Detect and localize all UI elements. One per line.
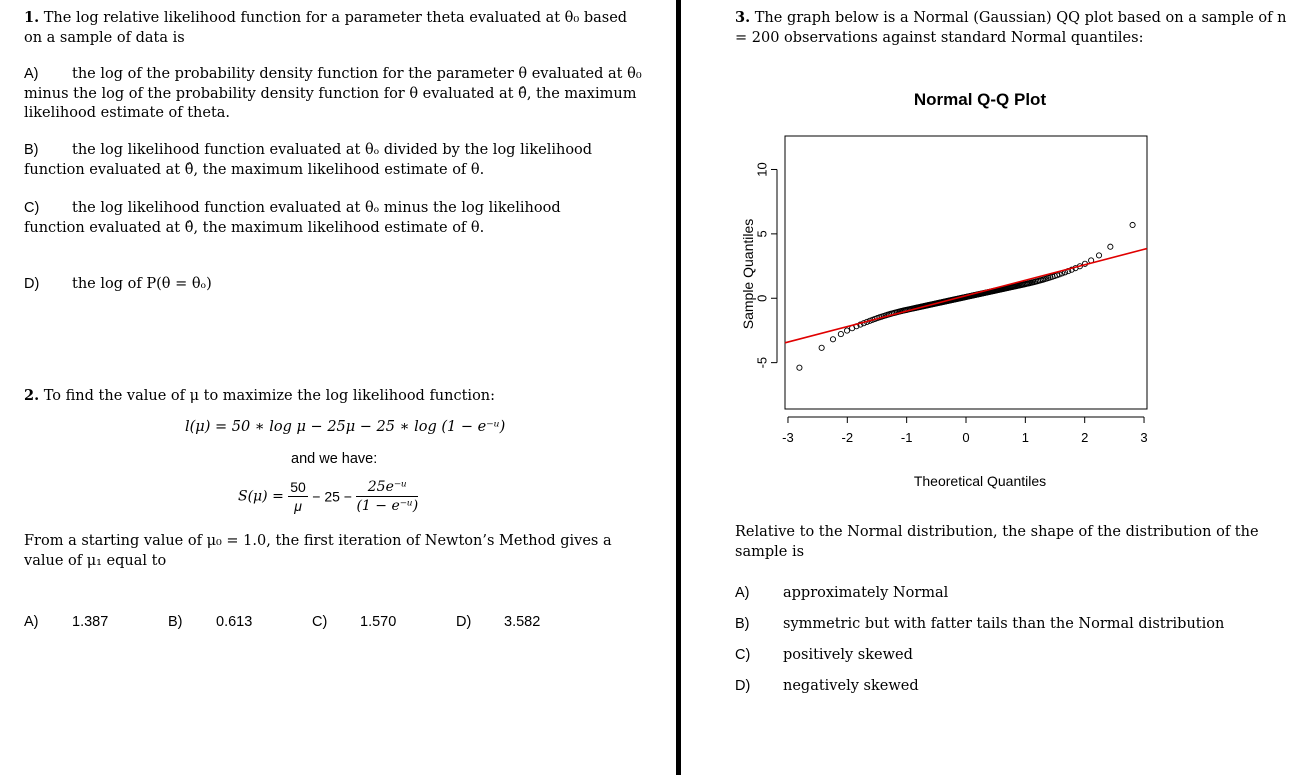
q2-stem <box>24 386 644 407</box>
qq-plot-reference-line <box>785 249 1147 343</box>
q2-loglik-equation: l(μ) = 50 ∗ log μ − 25μ − 25 ∗ log (1 − e⁻ᵘ) <box>185 419 506 435</box>
x-tick-label: 3 <box>1140 430 1148 445</box>
qq-point <box>1108 244 1113 249</box>
qq-point <box>1096 253 1101 258</box>
q3-option-a[interactable] <box>735 584 1285 604</box>
q2-option-d-label[interactable]: D) <box>456 614 472 630</box>
qq-point <box>797 365 802 370</box>
qq-plot <box>735 80 1290 500</box>
x-tick-label: 0 <box>962 430 970 445</box>
qq-point <box>844 328 849 333</box>
q3-relative-text: Relative to the Normal distribution, the shape of the distribution of the sample is <box>735 524 1259 560</box>
q1-stem-text: The log relative likelihood function for a parameter theta evaluated at θ₀ based on a sample of data is <box>24 10 628 46</box>
qq-plot-ylabel: Sample Quantiles <box>740 218 756 330</box>
q3-option-b[interactable] <box>735 615 1285 635</box>
q3-option-d-text: negatively skewed <box>783 678 919 694</box>
q2-option-d-value[interactable]: 3.582 <box>504 614 541 630</box>
q3-option-a-text: approximately Normal <box>783 585 949 601</box>
q2-option-c-value[interactable]: 1.570 <box>360 614 397 630</box>
q3-option-d[interactable] <box>735 677 1285 697</box>
q3-option-b-text: symmetric but with fatter tails than the Normal distribution <box>783 616 1225 632</box>
q1-option-b-label: B) <box>24 142 39 158</box>
q1-option-c-text: the log likelihood function evaluated at θₒ minus the log likelihood function evaluated at θ̂, the maximum likelihood estimate of θ. <box>24 200 561 236</box>
q2-score-equation <box>238 478 418 515</box>
column-divider <box>676 0 681 775</box>
y-tick-label: 5 <box>754 230 770 238</box>
q3-option-c-text: positively skewed <box>783 647 913 663</box>
q2-score-frac-1-den: μ <box>294 498 302 514</box>
q1-option-c[interactable] <box>24 199 624 238</box>
q2-option-b-label[interactable]: B) <box>168 614 183 630</box>
q2-option-a-value[interactable]: 1.387 <box>72 614 109 630</box>
q3-option-b-label: B) <box>735 616 750 632</box>
q1-option-d-text: the log of P(θ = θₒ) <box>72 276 212 292</box>
qq-plot-y-axis <box>754 162 777 368</box>
q2-score-mid: − 25 − <box>312 488 352 505</box>
q2-score-frac-1 <box>288 478 308 515</box>
q3-option-c[interactable] <box>735 646 1285 666</box>
q2-score-frac-2 <box>356 478 418 515</box>
q3-option-a-label: A) <box>735 585 750 601</box>
qq-point <box>819 345 824 350</box>
q2-stem-text: To find the value of μ to maximize the log likelihood function: <box>43 388 496 404</box>
y-tick-label: 0 <box>754 294 770 302</box>
q1-option-a-text: the log of the probability density function for the parameter θ evaluated at θ₀ minus the log of the probability density function for θ evaluated at θ̂, the maximum likelihood estimate of theta. <box>24 66 642 121</box>
x-tick-label: -3 <box>782 430 794 445</box>
qq-point <box>830 337 835 342</box>
q2-options <box>24 613 664 633</box>
y-tick-label: 10 <box>754 162 770 177</box>
q1-stem <box>24 8 644 48</box>
q2-option-b-value[interactable]: 0.613 <box>216 614 253 630</box>
qq-point <box>1130 222 1135 227</box>
q2-option-c-label[interactable]: C) <box>312 614 328 630</box>
qq-plot-xlabel: Theoretical Quantiles <box>913 473 1047 489</box>
q1-number: 1. <box>24 9 40 26</box>
q3-option-c-label: C) <box>735 647 751 663</box>
q3-stem-text: The graph below is a Normal (Gaussian) QQ plot based on a sample of n = 200 observations against standard Normal quantiles: <box>735 10 1287 46</box>
q1-option-d[interactable] <box>24 275 624 295</box>
q2-option-a-label[interactable]: A) <box>24 614 39 630</box>
q2-score-frac-2-num: 25e⁻ᵘ <box>356 478 418 497</box>
x-tick-label: -1 <box>900 430 913 445</box>
q3-number: 3. <box>735 9 751 26</box>
qq-plot-x-axis <box>782 417 1147 445</box>
q3-stem <box>735 8 1290 48</box>
qq-point <box>838 331 843 336</box>
x-tick-label: -2 <box>841 430 854 445</box>
q1-option-a-label: A) <box>24 66 39 82</box>
x-tick-label: 2 <box>1081 430 1089 445</box>
q1-option-b-text: the log likelihood function evaluated at θₒ divided by the log likelihood function evaluated at θ̂, the maximum likelihood estimate of θ. <box>24 142 593 178</box>
y-tick-label: -5 <box>754 356 770 369</box>
q1-option-b[interactable] <box>24 141 634 180</box>
q2-score-frac-2-den: (1 − e⁻ᵘ) <box>356 498 419 514</box>
q2-newton-text: From a starting value of μ₀ = 1.0, the first iteration of Newton’s Method gives a value of μ₁ equal to <box>24 533 612 569</box>
q2-score-frac-1-num: 50 <box>290 479 306 495</box>
q2-score-lhs: S(μ) = <box>238 488 284 505</box>
q1-option-a[interactable] <box>24 65 649 124</box>
q2-and-we-have: and we have: <box>291 451 378 467</box>
q1-option-d-label: D) <box>24 276 40 292</box>
qq-plot-title: Normal Q-Q Plot <box>913 90 1047 109</box>
q2-number: 2. <box>24 387 40 404</box>
x-tick-label: 1 <box>1021 430 1029 445</box>
q3-option-d-label: D) <box>735 678 751 694</box>
q1-option-c-label: C) <box>24 200 40 216</box>
qq-plot-frame <box>785 136 1147 409</box>
